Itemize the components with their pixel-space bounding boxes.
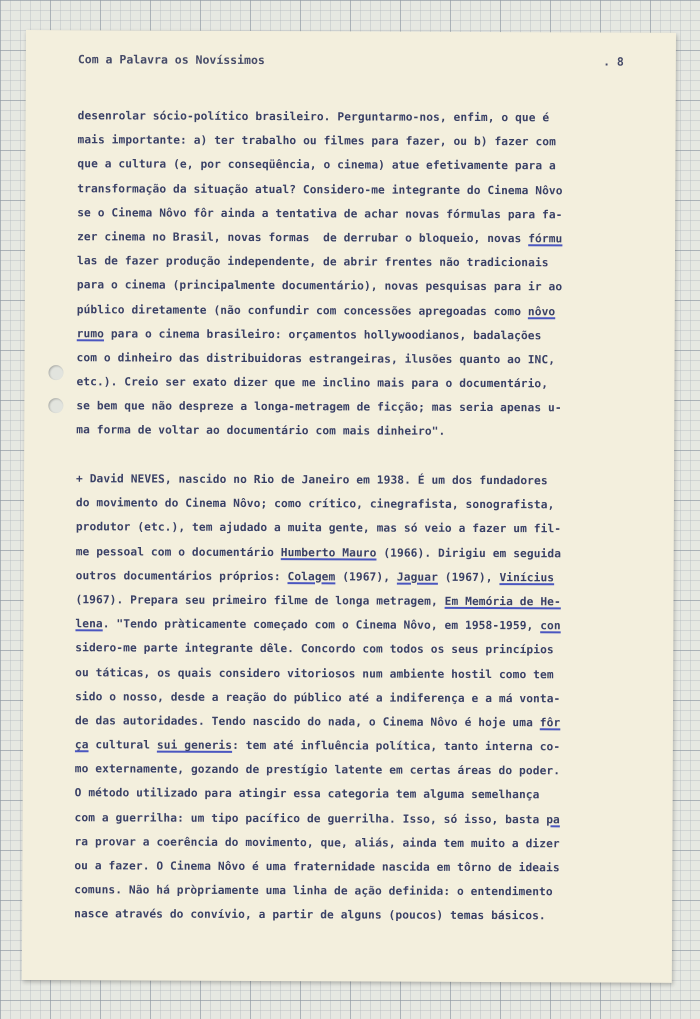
text-segment: se bem que não despreze a longa-metragem de ficção; mas seria apenas u- (76, 399, 562, 415)
text-line (75, 685, 630, 712)
paragraph-david-neves (74, 467, 631, 929)
text-segment: (1967). Prepara seu primeiro filme de longa metragem, (75, 593, 445, 608)
text-line (76, 467, 631, 494)
text-line (77, 225, 632, 252)
underlined-text: Vinícius (499, 570, 555, 585)
text-line (74, 878, 629, 905)
text-segment: comuns. Não há pròpriamente uma linha de ação definida: o entendimento (74, 883, 553, 899)
text-segment: . "Tendo pràticamente começado com o Cinema Nôvo, em 1958-1959, (102, 617, 541, 633)
page-number: . 8 (603, 54, 624, 69)
text-line (77, 177, 632, 204)
text-line (75, 661, 630, 688)
text-line (76, 394, 631, 421)
text-line (74, 903, 629, 930)
page-header (78, 52, 624, 72)
text-segment: de das autoridades. Tendo nascido do nada, o Cinema Nôvo é hoje uma (74, 714, 540, 730)
text-segment: produtor (etc.), tem ajudado a muita gente, mas só veio a fazer um fil- (75, 520, 562, 536)
typewritten-page (22, 30, 676, 983)
text-line (77, 274, 632, 301)
text-segment: ou táticas, os quais considero vitoriosos num ambiente hostil como tem (75, 665, 554, 681)
text-segment: : tem até influência política, tanto interna co- (232, 738, 561, 754)
text-segment: (1966). Dirigiu em seguida (376, 546, 562, 560)
text-line (76, 370, 631, 397)
text-segment: para o cinema brasileiro: orçamentos hollywoodianos, badalações (103, 327, 542, 342)
text-segment: ou a fazer. O Cinema Nôvo é uma fraternidade nascida em tôrno de ideais (74, 859, 560, 875)
text-segment: do movimento do Cinema Nôvo; como crítico, cinegrafista, sonografista, (75, 496, 555, 512)
text-segment: ma forma de voltar ao documentário com mais dinheiro". (76, 423, 446, 439)
text-segment: mais importante: a) ter trabalho ou filmes para fazer, ou b) fazer com (77, 133, 557, 149)
text-segment: (1967), (437, 570, 500, 584)
text-segment: (1967), (335, 570, 397, 584)
text-line (75, 806, 630, 833)
text-segment: sidero-me parte integrante dêle. Concordo com todos os seus princípios (75, 641, 554, 657)
text-line (77, 249, 632, 276)
text-line (77, 128, 632, 155)
text-line (77, 201, 632, 228)
underlined-text: Colagem (287, 569, 336, 584)
paragraph-continuation (76, 104, 632, 445)
underlined-text: pa (546, 812, 560, 826)
underlined-text: Em Memória de He- (444, 594, 561, 609)
text-segment: público diretamente (não confundir com concessões apregoadas como (76, 302, 528, 318)
text-line (74, 830, 629, 857)
text-line (75, 637, 630, 664)
text-line (75, 709, 630, 736)
text-line (77, 322, 632, 349)
text-line (76, 564, 631, 591)
underlined-text: sui generis (156, 738, 233, 752)
underlined-text: Humberto Mauro (280, 545, 377, 560)
underlined-text: Jaguar (396, 570, 438, 584)
underlined-text: fórmu (528, 232, 563, 246)
text-line (75, 588, 630, 615)
text-segment: outros documentários próprios: (75, 568, 288, 583)
text-segment: com o dinheiro das distribuidoras estrangeiras, ilusões quanto ao INC, (76, 351, 556, 367)
text-line (77, 153, 632, 180)
text-line (78, 104, 633, 131)
text-line (75, 733, 630, 760)
text-segment: transformação da situação atual? Considero-me integrante do Cinema Nôvo (77, 181, 563, 197)
underlined-text: fôr (539, 716, 561, 730)
punch-hole-top (48, 365, 63, 380)
text-segment: nasce através do convívio, a partir de alguns (poucos) temas básicos. (74, 907, 546, 923)
text-line (75, 612, 630, 639)
text-segment: me pessoal com o documentário (75, 544, 281, 559)
text-line (77, 298, 632, 325)
text-line (74, 854, 629, 881)
text-line (75, 782, 630, 809)
text-segment: sido o nosso, desde a reação do público até a indiferença e a má vonta- (75, 689, 561, 706)
text-line (77, 346, 632, 373)
text-line (76, 540, 631, 567)
underlined-text: lena (75, 617, 103, 631)
text-segment: que a cultura (e, por conseqüência, o cinema) atue efetivamente para a (77, 157, 556, 173)
text-segment: las de fazer produção independente, de abrir frentes não tradicionais (76, 254, 549, 270)
underlined-text: nôvo (527, 304, 556, 318)
header-title: Com a Palavra os Novíssimos (77, 52, 265, 68)
text-line (76, 491, 631, 518)
text-line (75, 757, 630, 784)
text-line (76, 419, 631, 446)
text-segment: O método utilizado para atingir essa categoria tem alguma semelhança (74, 786, 540, 802)
underlined-text: con (540, 619, 561, 633)
text-segment: se o Cinema Nôvo fôr ainda a tentativa de achar novas fórmulas para fa- (77, 205, 563, 222)
underlined-text: rumo (76, 326, 105, 341)
text-segment: cultural (88, 738, 157, 752)
text-segment: + David NEVES, nascido no Rio de Janeiro em 1938. É um dos fundadores (76, 472, 548, 488)
text-segment: ra provar a coerência do movimento, que, aliás, ainda tem muito a dizer (74, 835, 560, 851)
text-line (76, 516, 631, 543)
text-segment: com a guerrilha: um tipo pacífico de guerrilha. Isso, só isso, basta (74, 810, 547, 826)
text-segment: para o cinema (principalmente documentário), novas pesquisas para ir ao (76, 278, 563, 294)
text-segment: zer cinema no Brasil, novas formas de derrubar o bloqueio, novas (77, 230, 529, 246)
underlined-text: ça (74, 738, 89, 752)
text-segment: mo externamente, gozando de prestígio latente em certas áreas do poder. (74, 762, 561, 778)
punch-hole-bottom (48, 398, 63, 413)
text-segment: desenrolar sócio-político brasileiro. Perguntarmo-nos, enfim, o que é (77, 109, 550, 125)
text-segment: etc.). Creio ser exato dizer que me inclino mais para o documentário, (76, 375, 549, 391)
